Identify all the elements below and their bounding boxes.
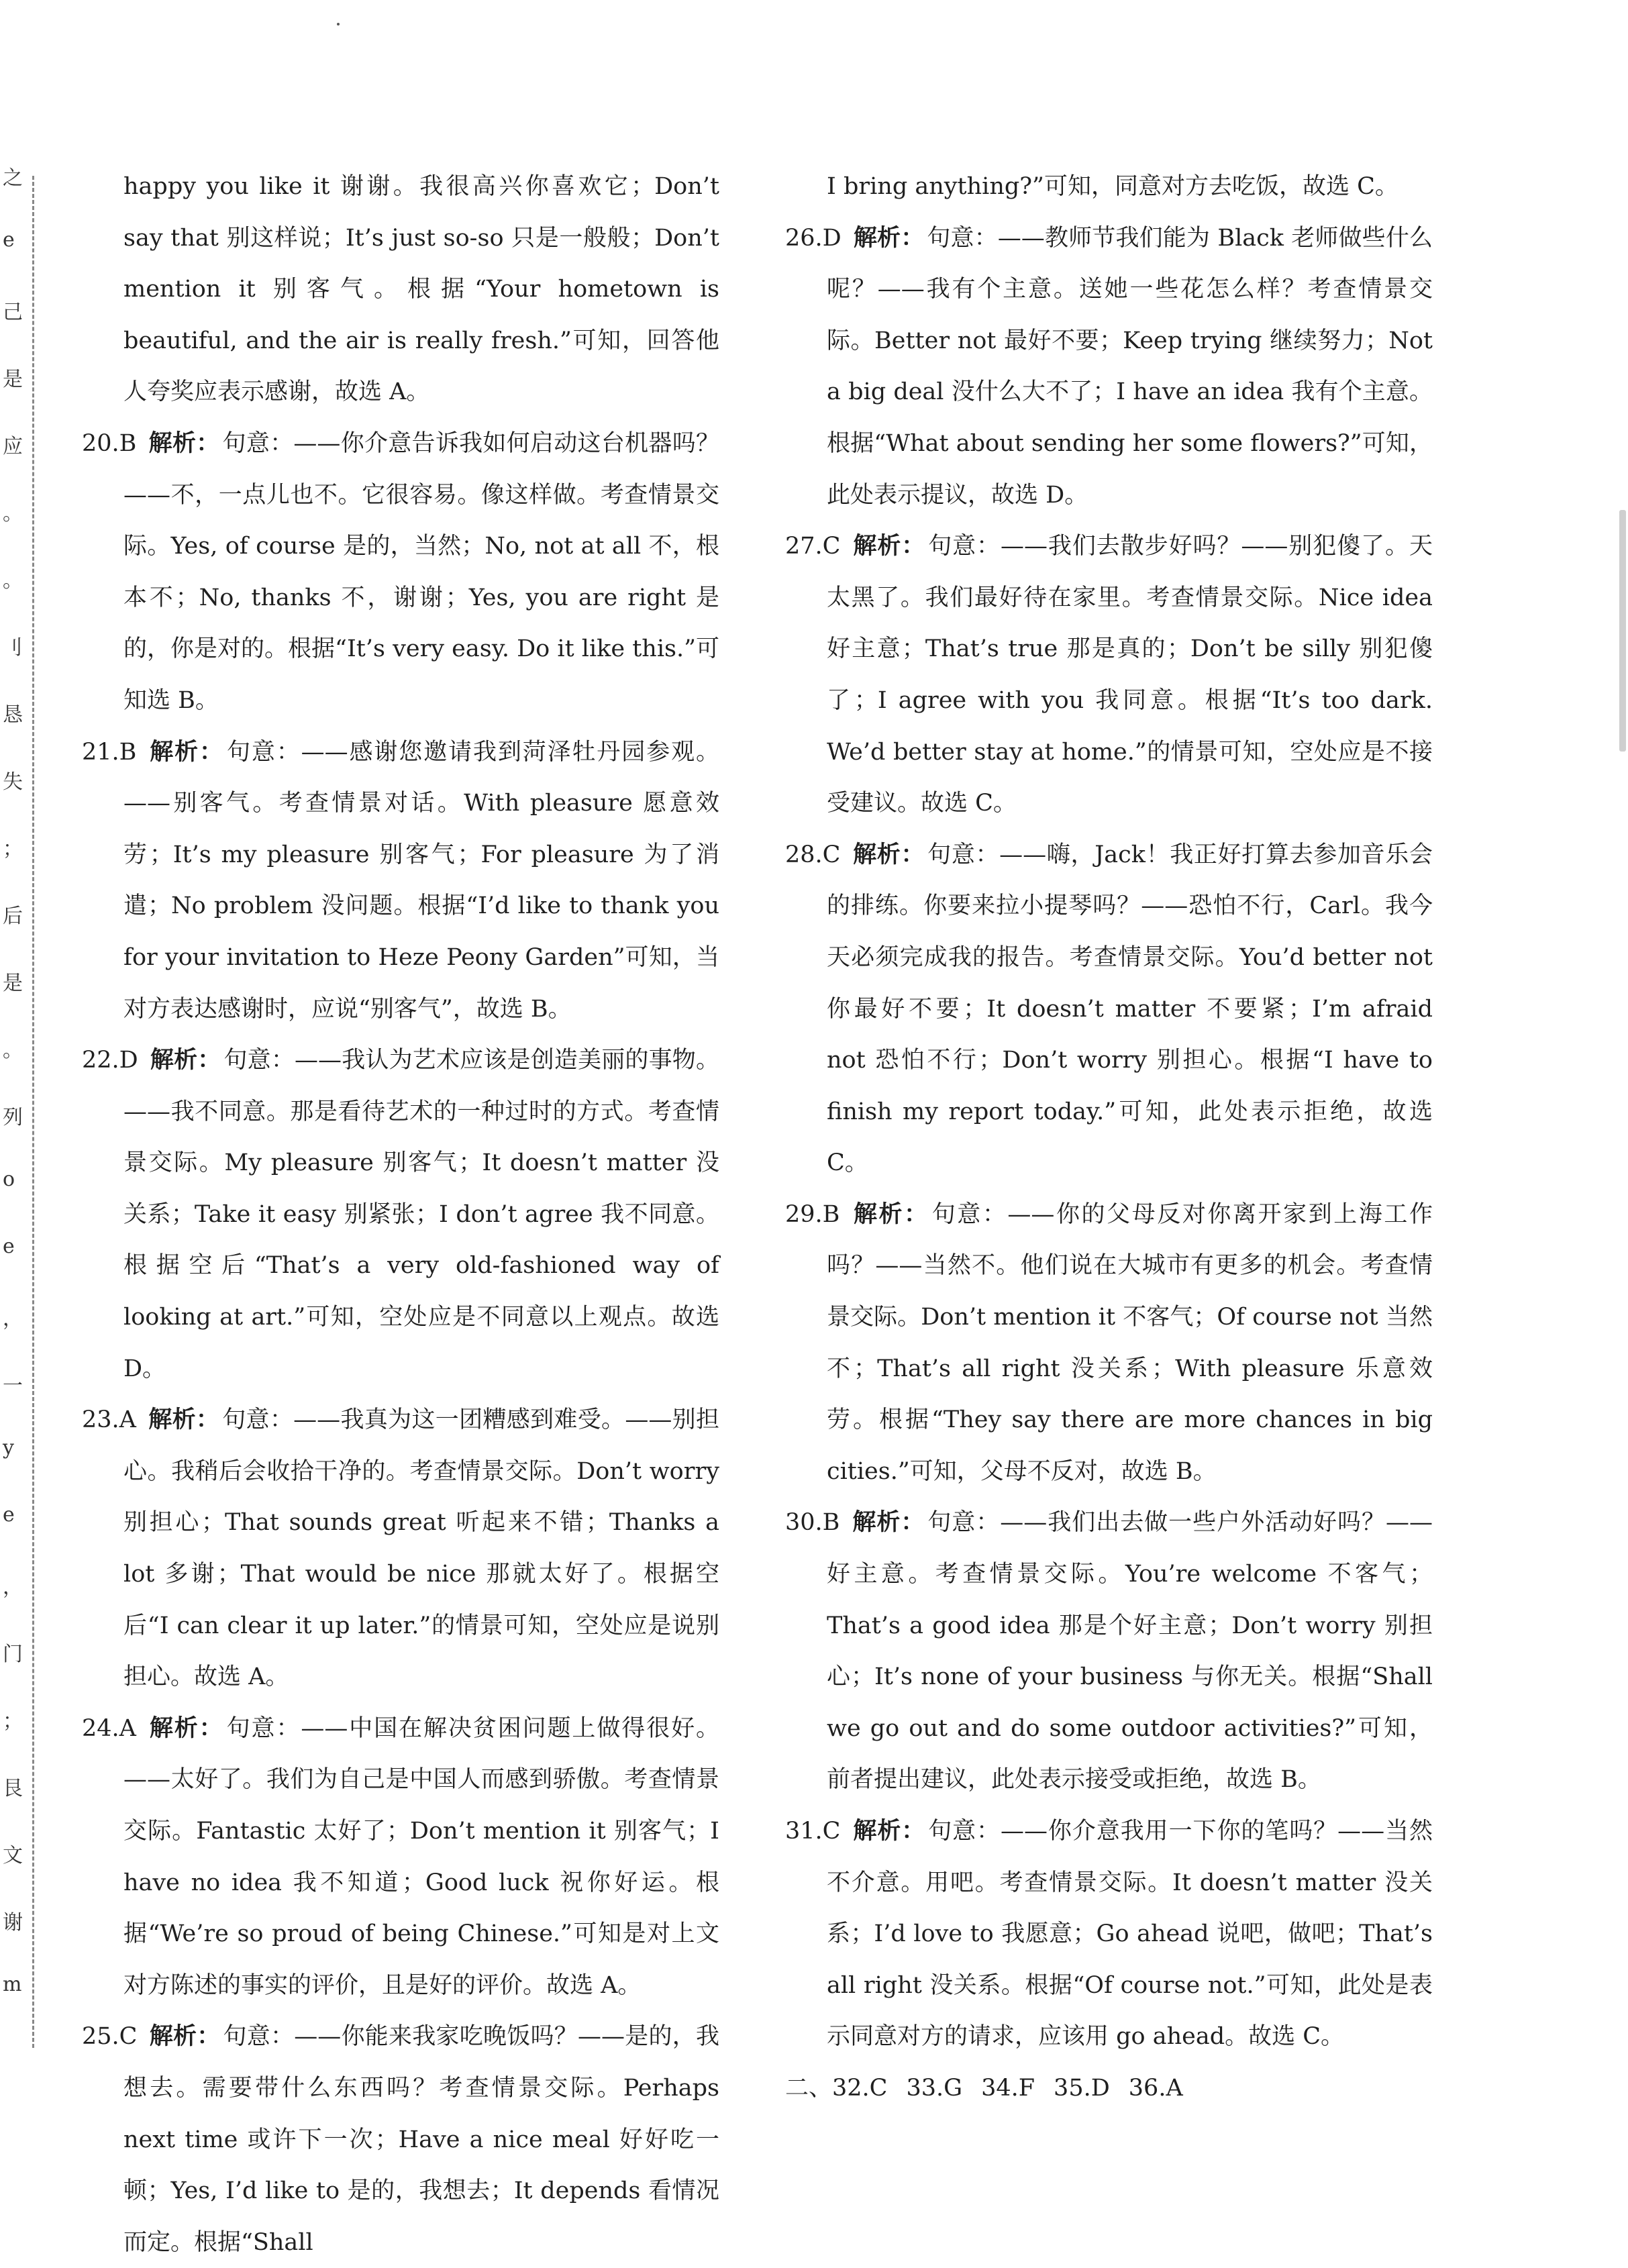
question-number: 26.D — [785, 224, 842, 252]
analysis-label: 解析： — [852, 840, 925, 868]
question-number: 24.A — [82, 1714, 136, 1742]
question-number: 22.D — [82, 1047, 138, 1074]
margin-char: 之 — [3, 166, 23, 190]
scan-dot — [337, 23, 340, 25]
margin-char: 一 — [3, 1374, 23, 1398]
cropped-margin-text — [0, 161, 23, 2040]
section-two-answers — [785, 2063, 1433, 2114]
right-entries — [785, 213, 1433, 2063]
right-column — [785, 161, 1433, 2114]
answer-entry — [785, 1806, 1433, 2063]
margin-char: ， — [3, 1307, 23, 1331]
answer-entry — [785, 213, 1433, 521]
column-divider — [32, 176, 34, 2048]
margin-char: 门 — [3, 1643, 23, 1666]
analysis-label: 解析： — [852, 1200, 929, 1228]
answer-list — [832, 2075, 1202, 2102]
continuation-paragraph: happy you like it 谢谢。我很高兴你喜欢它；Don’t say that 别这样说；It’s just so-so 只是一般般；Don’t mention it 别客气。根据“Your hometown is beautiful, and the air is really fresh.”可知，回答他人夸奖应表示感谢，故选 A。 — [123, 173, 719, 406]
left-entries — [82, 418, 719, 2268]
page-edge-shadow — [1619, 510, 1626, 752]
analysis-label: 解析： — [148, 1406, 220, 1434]
analysis-text: 句意：——我们去散步好吗？——别犯傻了。天太黑了。我们最好待在家里。考查情景交际。Nice idea 好主意；That’s true 那是真的；Don’t be silly 别犯傻了；I agree with you 我同意。根据“It’s too dark. We’d better stay at home.”的情景可知，空处应是不接受建议。故选 C。 — [827, 533, 1433, 817]
margin-char: 应 — [3, 435, 23, 458]
answer-item: 36.A — [1128, 2074, 1183, 2102]
question-number: 21.B — [82, 738, 137, 766]
margin-char: e — [3, 228, 15, 252]
analysis-label: 解析： — [148, 429, 220, 457]
margin-char: 后 — [3, 905, 23, 928]
margin-char: ； — [3, 837, 23, 861]
question-number: 28.C — [785, 841, 841, 868]
margin-char: 列 — [3, 1106, 23, 1129]
margin-char: 艮 — [3, 1777, 23, 1800]
analysis-text: 句意：——我真为这一团糟感到难受。——别担心。我稍后会收拾干净的。考查情景交际。Don’t worry 别担心；That sounds great 听起来不错；Thanks a lot 多谢；That would be nice 那就太好了。根据空后“I can clear it up later.”的情景可知，空处应是说别担心。故选 A。 — [123, 1406, 719, 1691]
analysis-label: 解析： — [852, 1508, 925, 1537]
margin-char: 恳 — [3, 703, 23, 727]
answer-entry — [82, 418, 719, 727]
answer-item: 34.F — [981, 2074, 1035, 2102]
analysis-text: 句意：——感谢您邀请我到菏泽牡丹园参观。——别客气。考查情景对话。With pleasure 愿意效劳；It’s my pleasure 别客气；For pleasure 为了消遣；No problem 没问题。根据“I’d like to thank you for your invitation to Heze Peony Garden”可知，当对方表达感谢时，应说“别客气”，故选 B。 — [123, 738, 719, 1023]
answer-entry — [82, 1035, 719, 1394]
answer-item: 33.G — [906, 2074, 963, 2102]
analysis-label: 解析： — [148, 1714, 224, 1742]
margin-char: e — [3, 1235, 15, 1258]
margin-char: 。 — [3, 1039, 23, 1062]
answer-entry — [82, 1703, 719, 2012]
question-number: 29.B — [785, 1200, 840, 1228]
margin-char: 。 — [3, 502, 23, 525]
margin-char: 己 — [3, 301, 23, 324]
answer-entry — [82, 727, 719, 1035]
margin-char: 失 — [3, 770, 23, 794]
question-number: 23.A — [82, 1406, 136, 1434]
analysis-text: 句意：——教师节我们能为 Black 老师做些什么呢？——我有个主意。送她一些花怎么样？考查情景交际。Better not 最好不要；Keep trying 继续努力；Not a big deal 没什么大不了；I have an idea 我有个主意。根据“What about sending her some flowers?”可知，此处表示提议，故选 D。 — [827, 224, 1433, 509]
analysis-text: 句意：——我们出去做一些户外活动好吗？——好主意。考查情景交际。You’re welcome 不客气；That’s a good idea 那是个好主意；Don’t worry 别担心；It’s none of your business 与你无关。根据“Shall we go out and do some outdoor activities?”可知，前者提出建议，此处表示接受或拒绝，故选 B。 — [827, 1509, 1433, 1794]
question-number: 27.C — [785, 533, 841, 560]
margin-char: 文 — [3, 1844, 23, 1867]
analysis-label: 解析： — [852, 532, 926, 560]
margin-char: 是 — [3, 972, 23, 995]
answer-entry — [785, 829, 1433, 1189]
analysis-text: 句意：——嗨，Jack！我正好打算去参加音乐会的排练。你要来拉小提琴吗？——恐怕不行，Carl。我今天必须完成我的报告。考查情景交际。You’d better not 你最好不要；It doesn’t matter 不要紧；I’m afraid not 恐怕不行；Don’t worry 别担心。根据“I have to finish my report today.”可知，此处表示拒绝，故选 C。 — [827, 841, 1433, 1177]
margin-char: ， — [3, 1576, 23, 1599]
question-number: 30.B — [785, 1509, 840, 1537]
answer-entry — [785, 521, 1433, 829]
margin-char: 是 — [3, 368, 23, 391]
analysis-label: 解析： — [150, 1046, 221, 1074]
analysis-label: 解析： — [852, 1817, 926, 1845]
section-prefix: 二、 — [785, 2074, 833, 2102]
margin-char: 谢 — [3, 1911, 23, 1935]
analysis-text: 句意：——你介意我用一下你的笔吗？——当然不介意。用吧。考查情景交际。It doesn’t matter 没关系；I’d love to 我愿意；Go ahead 说吧，做吧；That’s all right 没关系。根据“Of course not.”可知，此处是表示同意对方的请求，应该用 go ahead。故选 C。 — [827, 1818, 1433, 2051]
analysis-text: 句意：——你的父母反对你离开家到上海工作吗？——当然不。他们说在大城市有更多的机会。考查情景交际。Don’t mention it 不客气；Of course not 当然不；That’s all right 没关系；With pleasure 乐意效劳。根据“They say there are more chances in big cities.”可知，父母不反对，故选 B。 — [827, 1200, 1433, 1485]
margin-char: 。 — [3, 569, 23, 592]
question-number: 25.C — [82, 2023, 138, 2051]
answer-item: 35.D — [1054, 2074, 1110, 2102]
margin-char: o — [3, 1168, 15, 1191]
continuation-paragraph: I bring anything?”可知，同意对方去吃饭，故选 C。 — [827, 173, 1398, 200]
analysis-text: 句意：——中国在解决贫困问题上做得很好。——太好了。我们为自己是中国人而感到骄傲。考查情景交际。Fantastic 太好了；Don’t mention it 别客气；I have no idea 我不知道；Good luck 祝你好运。根据“We’re so proud of being Chinese.”可知是对上文对方陈述的事实的评价，且是好的评价。故选 A。 — [123, 1714, 719, 1999]
analysis-text: 句意：——你介意告诉我如何启动这台机器吗？——不，一点儿也不。它很容易。像这样做。考查情景交际。Yes, of course 是的，当然；No, not at all 不，根本不；No, thanks 不，谢谢；Yes, you are right 是的，你是对的。根据“It’s very easy. Do it like this.”可知选 B。 — [123, 429, 719, 714]
margin-char: e — [3, 1503, 15, 1527]
margin-char: m — [3, 1973, 22, 1996]
analysis-label: 解析： — [148, 737, 224, 766]
answer-entry — [785, 1497, 1433, 1806]
answer-entry — [82, 1394, 719, 1703]
answer-item: 32.C — [832, 2074, 888, 2102]
answer-entry — [82, 2011, 719, 2268]
left-column — [82, 161, 719, 2268]
question-number: 20.B — [82, 429, 137, 457]
analysis-text: 句意：——你能来我家吃晚饭吗？——是的，我想去。需要带什么东西吗？考查情景交际。Perhaps next time 或许下一次；Have a nice meal 好好吃一顿；Yes, I’d like to 是的，我想去；It depends 看情况而定。根据“Shall — [123, 2023, 719, 2256]
analysis-label: 解析： — [149, 2022, 221, 2051]
answer-entry — [785, 1189, 1433, 1498]
margin-char: ； — [3, 1710, 23, 1733]
margin-char: 刂 — [3, 636, 23, 660]
analysis-label: 解析： — [853, 223, 925, 252]
question-number: 31.C — [785, 1818, 841, 1845]
analysis-text: 句意：——我认为艺术应该是创造美丽的事物。——我不同意。那是看待艺术的一种过时的方式。考查情景交际。My pleasure 别客气；It doesn’t matter 没关系；Take it easy 别紧张；I don’t agree 我不同意。根据空后“That’s a very old-fashioned way of looking at art.”可知，空处应是不同意以上观点。故选 D。 — [123, 1047, 719, 1382]
margin-char: y — [3, 1436, 14, 1459]
